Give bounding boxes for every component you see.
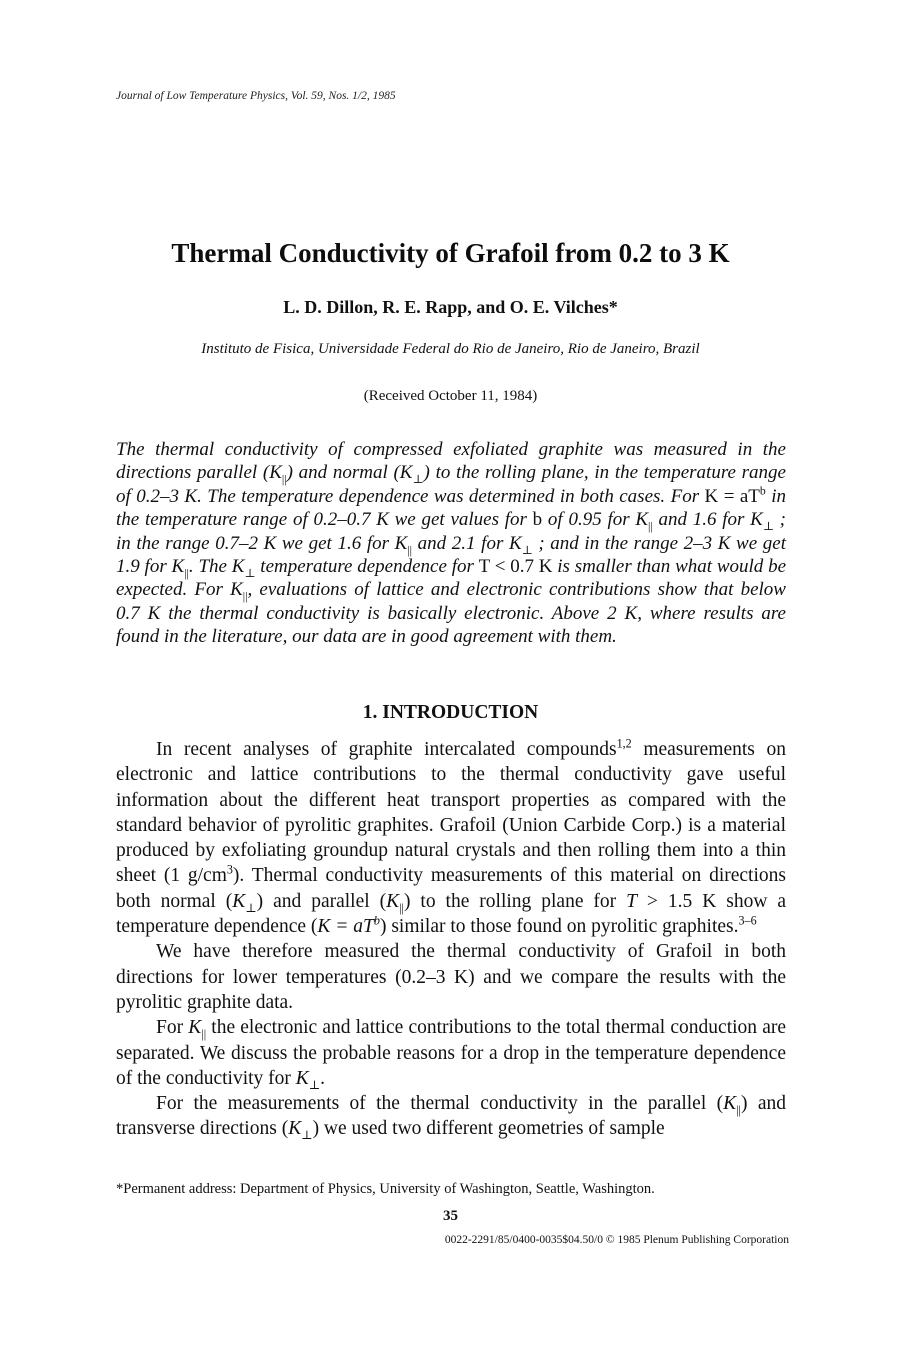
paragraph-4: For the measurements of the thermal conductivity in the parallel $(K_{||})$ and transverse directions $(K_\perp)$ we used two different geometries of sample <box>116 1093 786 1143</box>
paper-title: Thermal Conductivity of Grafoil from 0.2 to 3 K <box>171 238 730 268</box>
affiliation: Instituto de Fisica, Universidade Federal do Rio de Janeiro, Rio de Janeiro, Brazil <box>201 341 700 357</box>
journal-header: Journal of Low Temperature Physics, Vol. 59, Nos. 1/2, 1985 <box>116 90 396 102</box>
paragraph-3: For $K_{||}$ the electronic and lattice contributions to the total thermal conduction are separated. We discuss the probable reasons for a drop in the temperature dependence of the conductivity for $K_\perp$. <box>116 1017 787 1092</box>
body-text <box>116 737 786 1142</box>
received-date: (Received October 11, 1984) <box>363 388 538 404</box>
abstract: The thermal conductivity of compressed exfoliated graphite was measured in the directions parallel $(K_{||})$ and normal $(K_\perp)$ to the rolling plane, in the temperature range of 0.2–3 K. The temperature dependence was determined in both cases. For $K = aT^b$ in the temperature range of 0.2–0.7 K we get values for b of 0.95 for $K_{||}$ and 1.6 for $K_\perp$ ; in the range 0.7–2 K we get 1.6 for $K_{||}$ and 2.1 for $K_\perp$ ; and in the range 2–3 K we get 1.9 for $K_{||}$. The $K_\perp$ temperature dependence for T < 0.7 K is smaller than what would be expected. For $K_{||}$, evaluations of lattice and electronic contributions show that below 0.7 K the thermal conductivity is basically electronic. Above 2 K, where results are found in the literature, our data are in good agreement with them. <box>116 439 787 648</box>
footnote: *Permanent address: Department of Physics, University of Washington, Seattle, Washington. <box>116 1181 655 1197</box>
paragraph-1: In recent analyses of graphite intercalated compounds$^{1,2}$ measurements on electronic and lattice contributions to the thermal conductivity gave useful information about the different heat transport properties as compared with the standard behavior of pyrolitic graphites. Grafoil (Union Carbide Corp.) is a material produced by exfoliating groundup natural crystals and then rolling them into a thin sheet (1 $g/cm^3$). Thermal conductivity measurements of this material on directions both normal $(K_\perp)$ and parallel $(K_{||})$ to the rolling plane for T > 1.5 K show a temperature dependence $(K = aT^b)$ similar to those found on pyrolitic graphites.$^{3-6}$ <box>116 736 787 938</box>
page-number: 35 <box>443 1208 458 1224</box>
authors: L. D. Dillon, R. E. Rapp, and O. E. Vilches* <box>283 297 618 317</box>
paragraph-2: We have therefore measured the thermal conductivity of Grafoil in both directions for lower temperatures (0.2–3 K) and we compare the results with the pyrolitic graphite data. <box>116 941 786 1013</box>
section-heading: 1. INTRODUCTION <box>362 702 539 723</box>
copyright-line: 0022-2291/85/0400-0035$04.50/0 © 1985 Plenum Publishing Corporation <box>444 1234 789 1246</box>
